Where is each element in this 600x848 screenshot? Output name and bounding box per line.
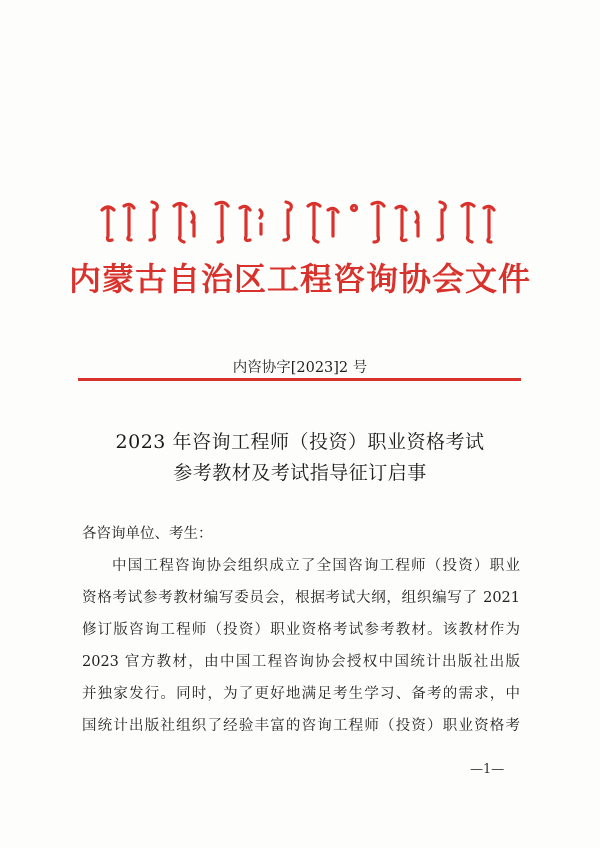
body-line: 2023 官方教材，由中国工程咨询协会授权中国统计出版社出版 [82,654,520,670]
body-line: 国统计出版社组织了经验丰富的咨询工程师（投资）职业资格考 [82,718,520,734]
mongolian-script-icon [96,196,506,248]
org-title: 内蒙古自治区工程咨询协会文件 [68,260,531,298]
red-divider [78,378,521,381]
body-line: 修订版咨询工程师（投资）职业资格考试参考教材。该教材作为 [82,622,520,638]
doc-title-line-1: 2023 年咨询工程师（投资）职业资格考试 [115,431,485,453]
body-line: 并独家发行。同时，为了更好地满足考生学习、备考的需求，中 [82,686,520,702]
mongolian-script-graphic [96,196,506,248]
page-number: —1— [470,762,505,777]
body-line: 中国工程咨询协会组织成立了全国咨询工程师（投资）职业 [112,558,520,574]
body-line: 资格考试参考教材编写委员会，根据考试大纲，组织编写了 2021 [82,590,520,606]
salutation: 各咨询单位、考生： [82,526,213,542]
doc-title-line-2: 参考教材及考试指导征订启事 [173,462,427,484]
doc-number: 内咨协字[2023]2 号 [232,360,368,376]
